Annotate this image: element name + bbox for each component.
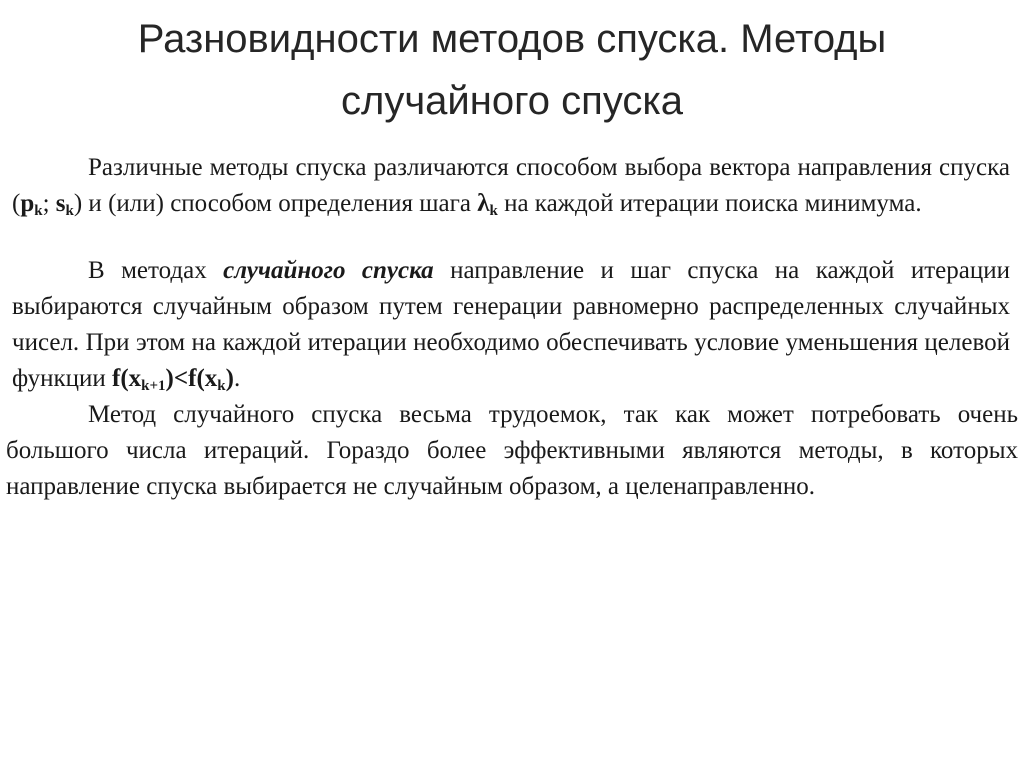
p2-emphasis: случайного спуска — [223, 257, 434, 284]
p1-text-b: ) и (или) способом определения шага — [73, 190, 478, 217]
p2-text-a: В методах — [88, 257, 224, 284]
slide-title-line-1: Разновидности методов спуска. Методы — [137, 17, 887, 61]
p2-text-b: направление и шаг спуска на каждой итерации выбираются случайным образом путем генерации равномерно распределенных случайных чисел. При этом на каждой итерации необходимо обеспечивать условие уменьшения целевой функции — [12, 257, 1010, 392]
paragraph-random-descent — [12, 253, 1010, 397]
paragraph-descent-methods — [12, 150, 1010, 222]
p3-text: Метод случайного спуска весьма трудоемок, так как может потребовать очень большого числа итераций. Гораздо более эффективными являются методы, в которых направление спуска выбирается не случайным образом, а целенаправленно. — [6, 401, 1018, 500]
p2-end: . — [233, 365, 241, 392]
p1-text-a: Различные методы спуска различаются способом выбора вектора направления спуска ( — [12, 154, 1010, 217]
paragraph-efficiency — [6, 397, 1018, 505]
p1-lambda-symbol: $\lambda_k$ — [477, 190, 498, 219]
slide-title — [60, 8, 964, 132]
p1-s-symbol: $s_k$ — [55, 190, 74, 219]
p2-condition-formula: $f(x_{k+1})<f(x_k)$ — [112, 365, 234, 394]
p1-separator: ; — [42, 190, 56, 217]
p1-text-c: на каждой итерации поиска минимума. — [497, 190, 922, 217]
p1-p-symbol: $p_k$ — [20, 190, 43, 219]
slide-title-line-2: случайного спуска — [340, 79, 683, 123]
